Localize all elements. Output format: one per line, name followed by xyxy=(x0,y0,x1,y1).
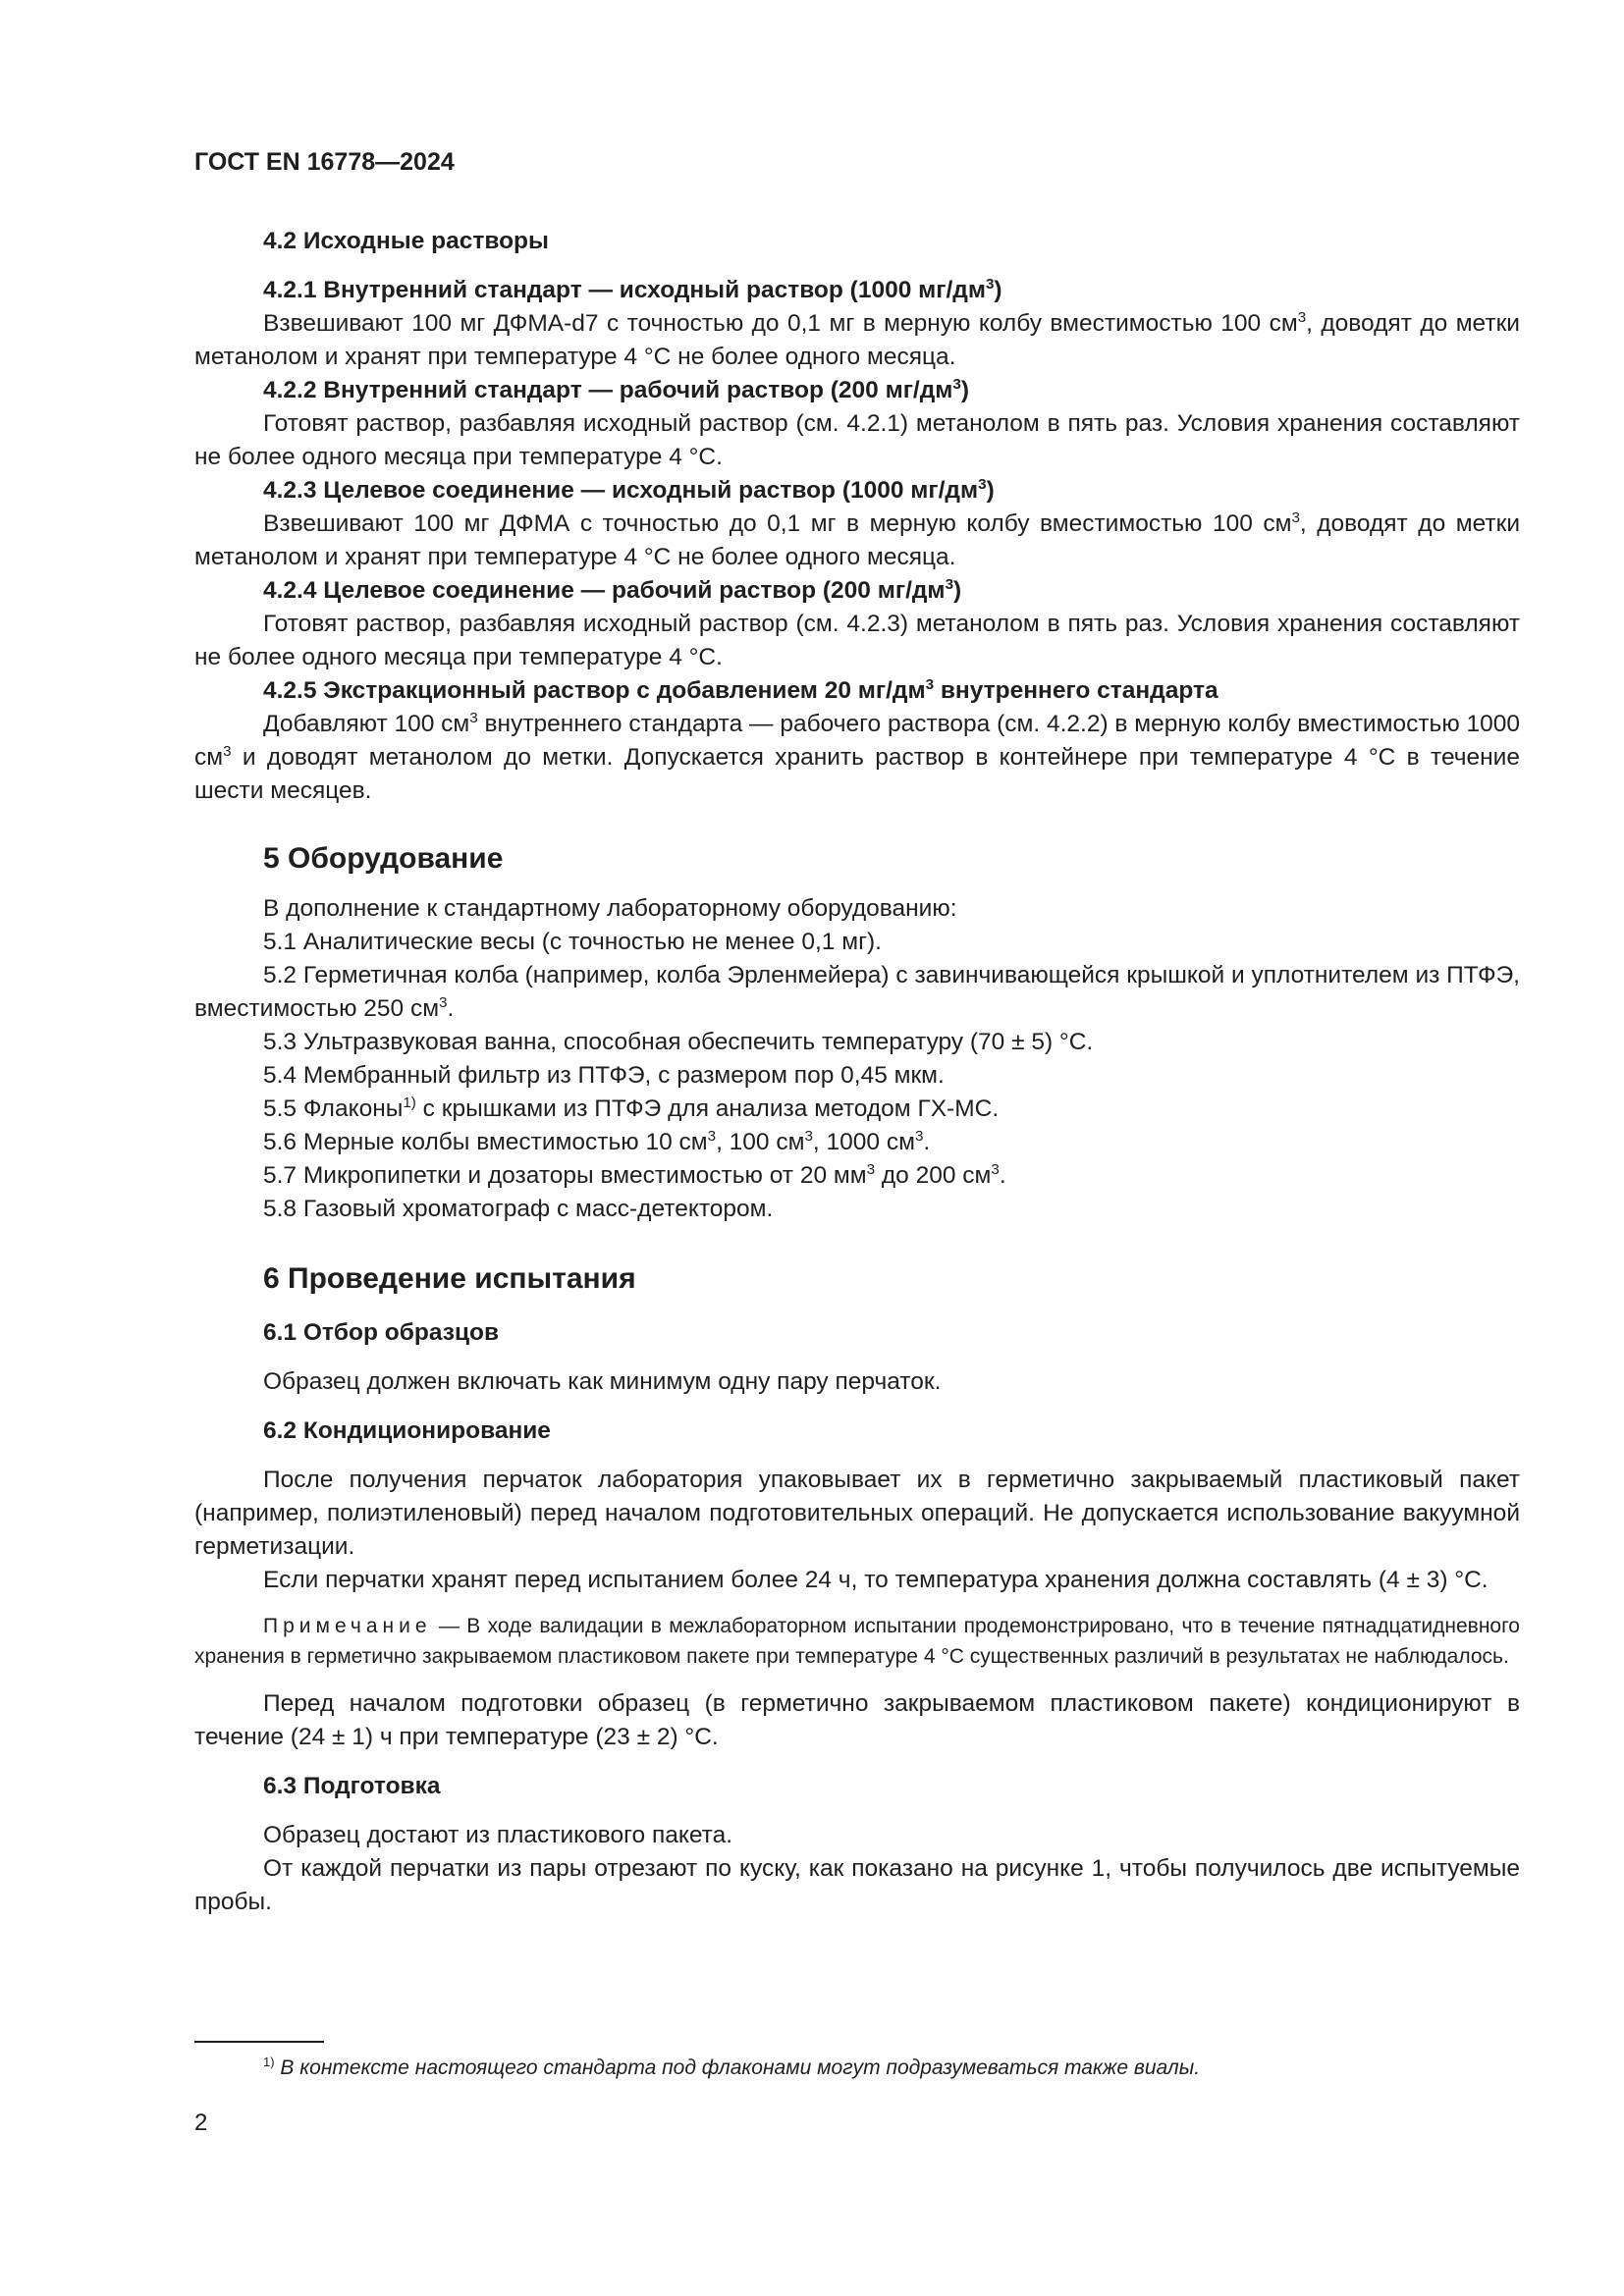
section-6-heading: 6 Проведение испытания xyxy=(263,1262,636,1295)
section-4-2-3-heading: 4.2.3 Целевое соединение — исходный раствор (1000 $мг/дм^3$) xyxy=(263,475,995,504)
section-4-2-2-heading: 4.2.2 Внутренний стандарт — рабочий раствор (200 $мг/дм^3$) xyxy=(263,375,970,403)
section-4-2-4-heading: 4.2.4 Целевое соединение — рабочий раствор (200 $мг/дм^3$) xyxy=(263,575,962,604)
section-6-2-paragraph-2: Если перчатки хранят перед испытанием более 24 ч, то температура хранения должна составлять (4 ± 3) °С. xyxy=(263,1567,1489,1593)
section-6-2-note: Примечание — В ходе валидации в межлабораторном испытании продемонстрировано, что в течение пятнадцатидневного хранения в герметично закрываемом пластиковом пакете при температуре 4 °С существенных различий в результатах не наблюдалось. xyxy=(194,1615,1520,1668)
equipment-item-5-7: 5.7 Микропипетки и дозаторы вместимостью от 20 $мм^3$ до 200 $см^3$. xyxy=(263,1160,1006,1189)
section-6-2-heading: 6.2 Кондиционирование xyxy=(263,1417,551,1444)
footnote xyxy=(263,2054,1200,2083)
section-4-2-5-heading: 4.2.5 Экстракционный раствор с добавлением 20 $мг/дм^3$ внутреннего стандарта xyxy=(263,675,1218,704)
section-4-2-3-text: Взвешивают 100 мг ДФМА с точностью до 0,1 мг в мерную колбу вместимостью 100 $см^3$, доводят до метки метанолом и хранят при температуре 4 °С не более одного месяца. xyxy=(194,508,1521,570)
section-4-2-heading: 4.2 Исходные растворы xyxy=(263,228,549,254)
document-page xyxy=(194,0,1520,2296)
footnote-mark: 1) xyxy=(263,2055,275,2070)
section-6-3-paragraph-1: Образец достают из пластикового пакета. xyxy=(263,1822,733,1848)
section-4-2-4-text: Готовят раствор, разбавляя исходный раствор (см. 4.2.3) метанолом в пять раз. Условия хранения составляют не более одного месяца при температуре 4 °С. xyxy=(194,611,1520,670)
page-number: 2 xyxy=(194,2109,208,2136)
content-flow xyxy=(194,225,1520,1919)
section-6-1-heading: 6.1 Отбор образцов xyxy=(263,1319,500,1346)
section-4-2-1-heading: 4.2.1 Внутренний стандарт — исходный раствор (1000 $мг/дм^3$) xyxy=(263,275,1002,303)
section-6-1-text: Образец должен включать как минимум одну пару перчаток. xyxy=(263,1368,942,1395)
note-label: Примечание xyxy=(263,1615,432,1637)
section-5-intro: В дополнение к стандартному лабораторному оборудованию: xyxy=(263,895,957,922)
footnote-divider xyxy=(194,2041,324,2043)
document-header: ГОСТ EN 16778—2024 xyxy=(194,148,455,176)
section-5-heading: 5 Оборудование xyxy=(263,842,504,875)
equipment-item-5-6: 5.6 Мерные колбы вместимостью 10 $см^3$, 100 $см^3$, 1000 $см^3$. xyxy=(263,1127,931,1155)
section-6-3-heading: 6.3 Подготовка xyxy=(263,1773,441,1799)
section-4-2-1-text: Взвешивают 100 мг ДФМА-d7 с точностью до 0,1 мг в мерную колбу вместимостью 100 $см^3$, доводят до метки метанолом и хранят при температуре 4 °С не более одного месяца. xyxy=(194,308,1520,370)
section-6-2-paragraph-3: Перед началом подготовки образец (в герметично закрываемом пластиковом пакете) кондиционируют в течение (24 ± 1) ч при температуре (23 ± 2) °С. xyxy=(194,1690,1520,1750)
section-4-2-2-text: Готовят раствор, разбавляя исходный раствор (см. 4.2.1) метанолом в пять раз. Условия хранения составляют не более одного месяца при температуре 4 °С. xyxy=(194,410,1520,470)
section-6-3-paragraph-2: От каждой перчатки из пары отрезают по куску, как показано на рисунке 1, чтобы получилось две испытуемые пробы. xyxy=(194,1855,1520,1915)
equipment-item-5-1: 5.1 Аналитические весы (с точностью не менее 0,1 мг). xyxy=(263,929,882,955)
equipment-item-5-5: 5.5 Флаконы$^{1)}$ с крышками из ПТФЭ для анализа методом ГХ-МС. xyxy=(263,1094,1000,1122)
footnote-text: В контексте настоящего стандарта под флаконами могут подразумеваться также виалы. xyxy=(274,2056,1201,2079)
equipment-item-5-3: 5.3 Ультразвуковая ванна, способная обеспечить температуру (70 ± 5) °С. xyxy=(263,1029,1094,1055)
equipment-item-5-4: 5.4 Мембранный фильтр из ПТФЭ, с размером пор 0,45 мкм. xyxy=(263,1062,945,1089)
equipment-item-5-8: 5.8 Газовый хроматограф с масс-детектором. xyxy=(263,1196,774,1222)
equipment-item-5-2: 5.2 Герметичная колба (например, колба Эрленмейера) с завинчивающейся крышкой и уплотнителем из ПТФЭ, вместимостью 250 $см^3$. xyxy=(194,962,1520,1022)
section-4-2-5-text: Добавляют 100 $см^3$ внутреннего стандарта — рабочего раствора (см. 4.2.2) в мерную колбу вместимостью 1000 $см^3$ и доводят метанолом до метки. Допускается хранить раствор в контейнере при температуре 4 °С в течение шести месяцев. xyxy=(194,709,1521,804)
section-6-2-paragraph-1: После получения перчаток лаборатория упаковывает их в герметично закрываемый пластиковый пакет (например, полиэтиленовый) перед началом подготовительных операций. Не допускается использование вакуумной герметизации. xyxy=(194,1467,1520,1560)
